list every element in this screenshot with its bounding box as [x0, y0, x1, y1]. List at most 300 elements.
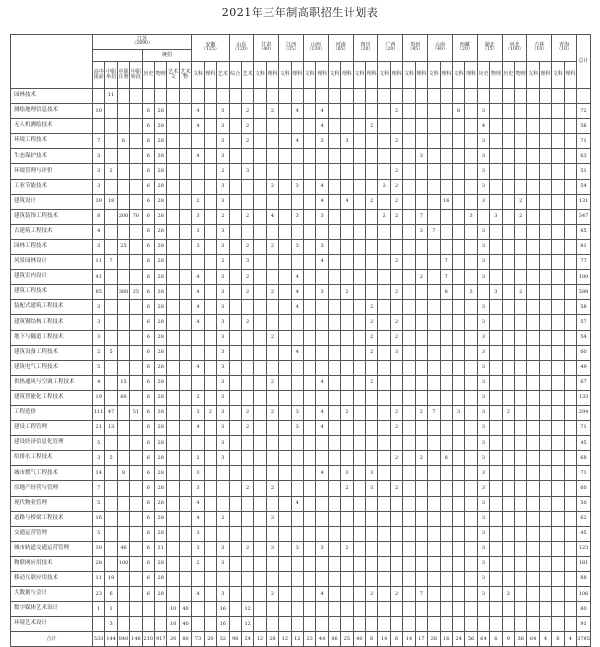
table-cell — [167, 511, 179, 526]
table-cell — [229, 209, 241, 224]
major-name: 建筑设备工程技术 — [11, 345, 93, 360]
table-cell — [117, 315, 129, 330]
province-quota: （20） — [358, 47, 374, 53]
table-cell — [564, 360, 576, 375]
table-cell — [328, 270, 340, 285]
table-row — [11, 345, 591, 360]
table-cell — [428, 421, 440, 436]
table-cell — [465, 360, 477, 375]
column-header: 理科 — [539, 62, 551, 89]
table-cell — [291, 89, 303, 104]
province-header — [303, 35, 328, 62]
table-cell: 3 — [217, 375, 229, 390]
table-cell: 3 — [192, 239, 204, 254]
table-cell — [502, 556, 514, 571]
table-cell — [291, 149, 303, 164]
table-cell: 3 — [217, 179, 229, 194]
table-cell — [564, 541, 576, 556]
sum-cell: 6 — [366, 632, 378, 647]
table-row — [11, 330, 591, 345]
table-row — [11, 602, 591, 617]
table-cell: 6 — [142, 134, 154, 149]
table-cell — [490, 239, 502, 254]
table-cell — [502, 300, 514, 315]
table-cell — [465, 164, 477, 179]
table-cell — [490, 375, 502, 390]
table-cell — [167, 572, 179, 587]
table-cell — [353, 405, 365, 420]
table-cell: 6 — [142, 421, 154, 436]
table-cell — [390, 224, 402, 239]
table-cell — [515, 89, 527, 104]
province-quota: （10） — [531, 47, 547, 53]
table-cell — [539, 119, 551, 134]
table-row — [11, 270, 591, 285]
row-total: 49 — [577, 360, 591, 375]
table-cell — [490, 496, 502, 511]
table-cell: 39 — [93, 194, 105, 209]
table-cell — [229, 239, 241, 254]
table-cell — [564, 526, 576, 541]
table-cell — [415, 526, 427, 541]
table-cell — [328, 526, 340, 541]
table-cell — [465, 104, 477, 119]
table-cell — [366, 421, 378, 436]
table-cell — [403, 587, 415, 602]
table-cell: 3 — [217, 360, 229, 375]
table-cell — [465, 481, 477, 496]
table-cell — [303, 239, 315, 254]
table-cell — [539, 255, 551, 270]
row-total: 71 — [577, 134, 591, 149]
table-cell: 28 — [155, 255, 167, 270]
table-cell — [229, 617, 241, 632]
table-cell: 6 — [142, 270, 154, 285]
table-cell — [341, 617, 353, 632]
table-cell: 28 — [155, 436, 167, 451]
table-cell: 2 — [390, 209, 402, 224]
table-cell: 18 — [105, 194, 117, 209]
table-cell: 40 — [179, 617, 191, 632]
table-cell — [179, 572, 191, 587]
table-cell: 3 — [477, 360, 489, 375]
table-cell — [390, 239, 402, 254]
column-header: 综合 — [229, 62, 241, 89]
table-cell — [328, 602, 340, 617]
table-cell: 28 — [93, 556, 105, 571]
table-row — [11, 556, 591, 571]
table-cell — [229, 285, 241, 300]
table-cell — [378, 330, 390, 345]
province-header — [254, 35, 279, 62]
table-cell — [502, 436, 514, 451]
table-cell — [539, 300, 551, 315]
table-cell: 28 — [155, 270, 167, 285]
table-cell — [415, 617, 427, 632]
page-title: 2021年三年制高职招生计划表 — [221, 6, 379, 19]
table-cell: 28 — [155, 481, 167, 496]
table-cell — [254, 239, 266, 254]
table-cell — [279, 526, 291, 541]
table-cell: 16 — [217, 602, 229, 617]
table-cell — [452, 179, 464, 194]
table-cell — [279, 556, 291, 571]
table-cell — [502, 270, 514, 285]
table-cell: 2 — [241, 315, 253, 330]
table-cell: 2 — [390, 285, 402, 300]
table-cell — [341, 360, 353, 375]
row-total: 45 — [577, 526, 591, 541]
province-quota: （40） — [258, 47, 274, 53]
table-cell — [254, 526, 266, 541]
table-cell — [353, 104, 365, 119]
grand-total: 3785 — [577, 632, 591, 647]
table-cell — [303, 556, 315, 571]
column-header: 理科 — [366, 62, 378, 89]
table-cell — [452, 375, 464, 390]
province-name: 江西 — [286, 41, 297, 48]
table-cell — [552, 149, 564, 164]
table-cell — [403, 119, 415, 134]
table-cell — [465, 149, 477, 164]
table-cell — [328, 330, 340, 345]
table-cell — [527, 375, 539, 390]
table-cell — [341, 572, 353, 587]
table-cell — [204, 451, 216, 466]
table-cell: 47 — [105, 405, 117, 420]
table-cell — [539, 511, 551, 526]
table-cell: 2 — [390, 451, 402, 466]
table-cell — [316, 511, 328, 526]
table-cell — [465, 179, 477, 194]
sum-cell: 9 — [502, 632, 514, 647]
table-cell — [403, 421, 415, 436]
province-quota: （40） — [432, 47, 448, 53]
table-cell — [415, 330, 427, 345]
table-cell — [465, 617, 477, 632]
major-name: 现代物业管理 — [11, 496, 93, 511]
table-cell: 3 — [316, 239, 328, 254]
sum-cell: 44 — [316, 632, 328, 647]
table-cell — [279, 481, 291, 496]
table-cell — [452, 451, 464, 466]
table-cell — [204, 164, 216, 179]
sum-cell: 144 — [105, 632, 117, 647]
table-cell — [366, 556, 378, 571]
table-cell — [552, 224, 564, 239]
province-header — [279, 35, 304, 62]
major-name: 测绘地理信息技术 — [11, 104, 93, 119]
table-cell — [217, 89, 229, 104]
table-cell — [167, 315, 179, 330]
table-cell — [539, 179, 551, 194]
table-cell — [229, 481, 241, 496]
table-cell — [353, 330, 365, 345]
table-cell — [564, 466, 576, 481]
table-cell: 2 — [366, 300, 378, 315]
table-cell — [527, 104, 539, 119]
table-cell — [465, 89, 477, 104]
province-name: 四川 — [360, 41, 371, 48]
table-cell — [539, 405, 551, 420]
table-cell — [279, 587, 291, 602]
table-cell — [316, 436, 328, 451]
table-cell — [366, 149, 378, 164]
table-cell — [564, 224, 576, 239]
table-cell — [328, 149, 340, 164]
enrollment-plan-table — [10, 34, 591, 647]
table-cell — [502, 617, 514, 632]
table-cell: 6 — [142, 541, 154, 556]
table-cell — [130, 360, 142, 375]
table-cell — [415, 511, 427, 526]
table-cell — [428, 496, 440, 511]
table-cell — [279, 300, 291, 315]
table-cell — [254, 421, 266, 436]
table-cell — [291, 617, 303, 632]
table-cell — [415, 239, 427, 254]
table-cell: 2 — [378, 209, 390, 224]
table-cell — [428, 179, 440, 194]
major-name: 古建筑工程技术 — [11, 224, 93, 239]
table-cell: 5 — [93, 436, 105, 451]
table-cell — [167, 405, 179, 420]
table-cell: 3 — [217, 285, 229, 300]
table-cell: 6 — [142, 255, 154, 270]
table-cell — [279, 239, 291, 254]
table-cell — [539, 164, 551, 179]
table-cell — [279, 345, 291, 360]
table-row — [11, 481, 591, 496]
table-cell: 3 — [415, 224, 427, 239]
table-cell: 6 — [142, 209, 154, 224]
table-cell: 3 — [477, 375, 489, 390]
table-cell — [303, 149, 315, 164]
table-cell: 3 — [390, 345, 402, 360]
table-cell — [564, 390, 576, 405]
table-cell — [117, 149, 129, 164]
sum-cell: 12 — [254, 632, 266, 647]
table-cell: 3 — [192, 466, 204, 481]
province-name: 江苏 — [137, 35, 148, 42]
table-cell: 16 — [440, 194, 452, 209]
column-header: 中职转段 — [130, 62, 142, 89]
table-cell: 3 — [192, 209, 204, 224]
table-cell: 4 — [291, 496, 303, 511]
table-cell — [241, 345, 253, 360]
table-cell — [539, 330, 551, 345]
table-row — [11, 526, 591, 541]
major-name: 建设经济信息化管理 — [11, 436, 93, 451]
table-cell — [341, 255, 353, 270]
table-row — [11, 255, 591, 270]
table-cell — [465, 496, 477, 511]
table-row — [11, 405, 591, 420]
table-cell — [316, 164, 328, 179]
table-cell: 4 — [291, 285, 303, 300]
table-cell — [254, 436, 266, 451]
table-cell — [229, 421, 241, 436]
table-cell: 3 — [192, 481, 204, 496]
table-cell: 6 — [142, 300, 154, 315]
table-cell — [204, 119, 216, 134]
table-cell — [440, 300, 452, 315]
table-cell — [452, 255, 464, 270]
table-cell — [502, 149, 514, 164]
table-cell — [378, 602, 390, 617]
table-cell — [204, 89, 216, 104]
table-cell: 3 — [105, 617, 117, 632]
table-cell — [527, 556, 539, 571]
table-cell — [204, 526, 216, 541]
table-cell — [254, 405, 266, 420]
table-cell — [539, 587, 551, 602]
column-header: 文科 — [378, 62, 390, 89]
table-cell — [490, 436, 502, 451]
table-cell — [179, 89, 191, 104]
table-cell — [353, 466, 365, 481]
table-cell — [378, 360, 390, 375]
table-cell — [266, 134, 278, 149]
table-cell — [378, 134, 390, 149]
table-cell — [316, 451, 328, 466]
table-cell — [477, 209, 489, 224]
table-cell — [428, 481, 440, 496]
table-cell — [502, 119, 514, 134]
column-header: 理科 — [266, 62, 278, 89]
table-cell — [291, 360, 303, 375]
table-cell: 2 — [266, 481, 278, 496]
table-cell: 5 — [93, 496, 105, 511]
table-cell — [440, 239, 452, 254]
table-cell — [179, 375, 191, 390]
table-cell — [515, 360, 527, 375]
table-cell: 2 — [366, 315, 378, 330]
major-name: 环境管理与评价 — [11, 164, 93, 179]
table-cell — [515, 390, 527, 405]
table-cell: 3 — [291, 405, 303, 420]
table-cell: 28 — [155, 134, 167, 149]
table-cell: 3 — [217, 134, 229, 149]
table-cell — [279, 617, 291, 632]
province-quota: （120） — [232, 47, 251, 53]
table-cell — [539, 617, 551, 632]
table-cell — [353, 556, 365, 571]
table-cell — [353, 436, 365, 451]
table-cell — [130, 149, 142, 164]
province-subgroup-blank — [93, 50, 143, 62]
table-cell — [254, 587, 266, 602]
major-name: 城市轨道交通运营管理 — [11, 541, 93, 556]
sum-cell: 56 — [465, 632, 477, 647]
table-cell — [378, 572, 390, 587]
table-cell: 6 — [142, 194, 154, 209]
column-header: 文科 — [328, 62, 340, 89]
table-cell — [229, 194, 241, 209]
row-total: 60 — [577, 481, 591, 496]
table-cell — [291, 602, 303, 617]
table-cell — [328, 436, 340, 451]
table-cell — [167, 270, 179, 285]
table-cell — [378, 270, 390, 285]
table-cell — [465, 511, 477, 526]
table-cell — [415, 119, 427, 134]
table-cell — [539, 194, 551, 209]
table-cell — [192, 330, 204, 345]
table-cell — [179, 239, 191, 254]
table-cell — [502, 285, 514, 300]
table-cell — [167, 330, 179, 345]
sum-cell: 73 — [192, 632, 204, 647]
table-cell — [353, 541, 365, 556]
row-total: 54 — [577, 330, 591, 345]
table-cell — [403, 436, 415, 451]
table-cell — [403, 617, 415, 632]
table-cell — [366, 511, 378, 526]
table-cell — [303, 451, 315, 466]
table-cell: 3 — [266, 541, 278, 556]
table-cell: 2 — [241, 239, 253, 254]
table-cell — [279, 270, 291, 285]
table-cell — [440, 602, 452, 617]
table-cell: 3 — [217, 436, 229, 451]
table-cell: 2 — [502, 405, 514, 420]
sum-cell: 24 — [241, 632, 253, 647]
table-cell — [452, 285, 464, 300]
table-cell: 28 — [155, 556, 167, 571]
table-cell — [390, 466, 402, 481]
column-header: 物理 — [155, 62, 167, 89]
table-cell — [415, 89, 427, 104]
table-cell — [353, 315, 365, 330]
table-cell — [353, 194, 365, 209]
table-cell — [403, 556, 415, 571]
table-cell — [428, 541, 440, 556]
sum-cell: 210 — [142, 632, 154, 647]
sum-cell: 146 — [130, 632, 142, 647]
table-cell: 6 — [105, 587, 117, 602]
table-cell — [303, 602, 315, 617]
column-header: 中职注册 — [117, 62, 129, 89]
table-cell — [204, 511, 216, 526]
table-cell — [217, 572, 229, 587]
table-cell — [552, 617, 564, 632]
table-cell: 100 — [117, 556, 129, 571]
table-cell — [490, 345, 502, 360]
table-cell — [279, 255, 291, 270]
table-cell: 5 — [105, 451, 117, 466]
table-cell — [303, 285, 315, 300]
table-cell: 2 — [217, 511, 229, 526]
table-cell — [303, 587, 315, 602]
table-cell — [303, 405, 315, 420]
table-cell — [117, 496, 129, 511]
table-cell: 28 — [155, 405, 167, 420]
table-cell — [515, 481, 527, 496]
table-cell: 4 — [192, 421, 204, 436]
table-cell — [241, 300, 253, 315]
table-cell — [204, 255, 216, 270]
table-cell: 3 — [291, 421, 303, 436]
table-cell — [378, 285, 390, 300]
table-cell: 3 — [217, 405, 229, 420]
table-cell — [179, 134, 191, 149]
table-cell — [229, 315, 241, 330]
table-cell — [229, 179, 241, 194]
table-cell: 3 — [217, 315, 229, 330]
table-cell — [341, 556, 353, 571]
province-quota: （65） — [333, 47, 349, 53]
